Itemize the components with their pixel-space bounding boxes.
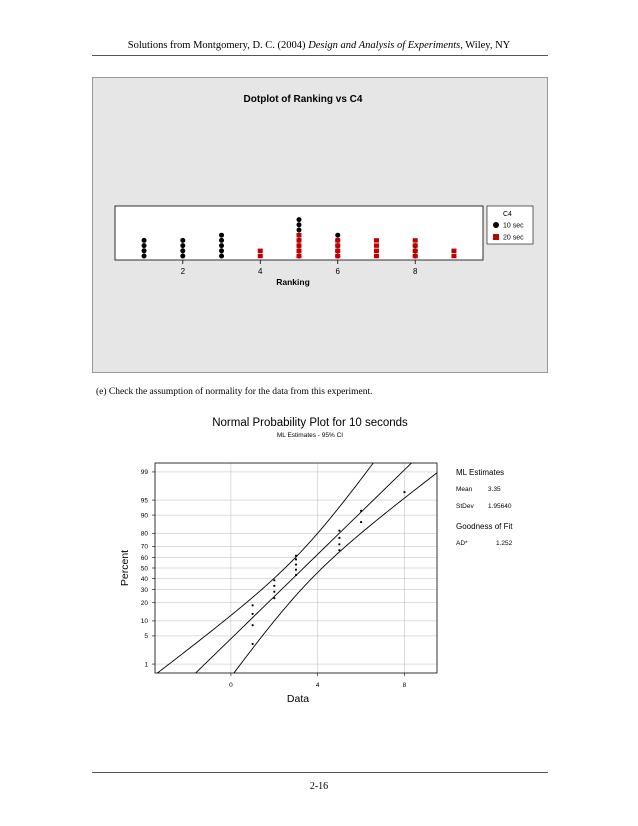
page-header [0, 40, 638, 51]
dotplot-dot-20-sec [413, 249, 418, 253]
dotplot-dot-20-sec [374, 254, 379, 258]
dotplot-dot-10-sec [335, 233, 340, 238]
stdev-label: StDev [456, 503, 474, 510]
dotplot-dot-10-sec [180, 243, 185, 248]
dotplot-chart [93, 78, 549, 374]
normal-plot-x-tick-label: 4 [315, 682, 320, 689]
dotplot-dot-20-sec [413, 238, 418, 242]
dotplot-dot-20-sec [335, 249, 340, 253]
normal-plot-chart [92, 408, 548, 728]
normal-plot-point [252, 643, 254, 645]
normal-plot-y-tick-label: 10 [140, 618, 148, 626]
stdev-value: 1.95640 [488, 503, 512, 510]
normal-plot-fit-line [183, 452, 423, 685]
normal-plot-point [338, 530, 340, 532]
dotplot-dot-10-sec [142, 254, 147, 259]
dotplot-dot-20-sec [451, 254, 456, 258]
normal-plot-y-tick-label: 95 [140, 497, 148, 505]
normal-plot-x-tick-label: 0 [229, 682, 233, 689]
ad-label: AD* [456, 540, 468, 547]
dotplot-dot-20-sec [335, 254, 340, 258]
normal-plot-point [403, 491, 405, 493]
normal-plot-y-tick-label: 20 [140, 600, 148, 608]
dotplot-x-label: Ranking [276, 277, 310, 287]
legend-marker-20-sec [493, 234, 499, 240]
dotplot-dot-20-sec [413, 254, 418, 258]
dotplot-dot-20-sec [374, 249, 379, 253]
dotplot-x-tick-label: 4 [258, 267, 263, 276]
header-publisher: , Wiley, NY [460, 40, 511, 51]
dotplot-x-tick-label: 8 [412, 267, 418, 276]
normal-plot-y-tick-label: 70 [140, 543, 148, 551]
legend-title: C4 [503, 211, 512, 218]
dotplot-dot-20-sec [297, 243, 302, 247]
normal-plot-ci-upper [141, 452, 381, 685]
normal-plot-y-tick-label: 90 [140, 512, 148, 520]
mean-label: Mean [456, 486, 473, 493]
dotplot-dot-20-sec [297, 238, 302, 242]
normal-plot-point [338, 543, 340, 545]
legend-marker-10-sec [493, 222, 499, 228]
normal-plot-ci-lower [225, 452, 464, 685]
dotplot-dot-10-sec [219, 233, 224, 238]
normal-plot-y-tick-label: 80 [140, 530, 148, 538]
dotplot-legend [487, 206, 533, 244]
question-caption: (e) Check the assumption of normality for the data from this experiment. [96, 387, 373, 397]
goodness-of-fit-title: Goodness of Fit [456, 522, 513, 531]
dotplot-title: Dotplot of Ranking vs C4 [243, 94, 363, 105]
legend-label-10-sec: 10 sec [503, 222, 524, 230]
footer-rule [92, 772, 548, 773]
dotplot-dot-20-sec [258, 254, 263, 258]
normal-plot-y-tick-label: 60 [140, 554, 148, 562]
normal-plot-point [295, 555, 297, 557]
normal-plot-y-tick-label: 99 [140, 469, 148, 477]
dotplot-dot-20-sec [374, 238, 379, 242]
dotplot-dot-10-sec [219, 243, 224, 248]
dotplot-dot-20-sec [335, 243, 340, 247]
dotplot-dot-10-sec [297, 217, 302, 222]
dotplot-dot-20-sec [297, 233, 302, 237]
dotplot-x-tick-label: 2 [180, 267, 186, 276]
normal-plot-point [338, 537, 340, 539]
normal-plot-point [252, 624, 254, 626]
dotplot-dot-20-sec [297, 249, 302, 253]
header-citation: Solutions from Montgomery, D. C. (2004) [127, 40, 309, 51]
normal-plot-point [360, 521, 362, 523]
dotplot-dot-20-sec [374, 243, 379, 247]
dotplot-dot-10-sec [142, 243, 147, 248]
dotplot-dot-10-sec [219, 238, 224, 243]
normal-plot-point [338, 549, 340, 551]
dotplot-dot-20-sec [258, 249, 263, 253]
normal-plot-point [252, 613, 254, 615]
dotplot-dot-10-sec [180, 248, 185, 253]
normal-plot-y-label: Percent [119, 549, 131, 587]
normal-plot-title: Normal Probability Plot for 10 seconds [212, 417, 408, 429]
normal-plot-point [273, 585, 275, 587]
normal-plot-point [273, 579, 275, 581]
ml-estimates-panel [456, 468, 513, 547]
normal-plot-figure [92, 408, 548, 728]
normal-plot-x-tick-label: 8 [402, 682, 407, 689]
dotplot-x-tick-label: 6 [335, 267, 340, 276]
dotplot-dot-10-sec [142, 238, 147, 243]
dotplot-dot-20-sec [413, 243, 418, 247]
normal-plot-point [360, 510, 362, 512]
normal-plot-point [273, 591, 275, 593]
normal-plot-y-tick-label: 50 [140, 565, 148, 573]
ml-estimates-title: ML Estimates [456, 468, 505, 477]
dotplot-dot-20-sec [335, 238, 340, 242]
header-rule [92, 55, 548, 56]
dotplot-dot-10-sec [297, 222, 302, 227]
legend-label-20-sec: 20 sec [503, 234, 524, 242]
mean-value: 3.35 [488, 486, 501, 493]
normal-plot-point [252, 604, 254, 606]
ad-value: 1.252 [496, 540, 513, 547]
dotplot-dot-10-sec [219, 254, 224, 259]
dotplot-dot-10-sec [219, 248, 224, 253]
normal-plot-point [295, 574, 297, 576]
normal-plot-point [273, 597, 275, 599]
normal-plot-y-tick-label: 5 [144, 633, 148, 641]
header-book-title: Design and Analysis of Experiments [308, 40, 461, 51]
dotplot-dot-20-sec [451, 249, 456, 253]
dotplot-dot-10-sec [142, 248, 147, 253]
normal-plot-x-label: Data [286, 693, 310, 705]
normal-plot-point [295, 563, 297, 565]
dotplot-dot-20-sec [297, 254, 302, 258]
normal-plot-subtitle: ML Estimates - 95% CI [276, 432, 344, 439]
normal-plot-y-tick-label: 40 [140, 575, 148, 583]
normal-plot-point [295, 558, 297, 560]
dotplot-dot-10-sec [180, 238, 185, 243]
dotplot-dot-10-sec [297, 228, 302, 233]
dotplot-figure [92, 77, 548, 373]
dotplot-dot-10-sec [180, 254, 185, 259]
normal-plot-point [295, 569, 297, 571]
normal-plot-y-tick-label: 1 [144, 661, 148, 669]
normal-plot-y-tick-label: 30 [140, 586, 148, 594]
page-number: 2-16 [309, 781, 329, 792]
